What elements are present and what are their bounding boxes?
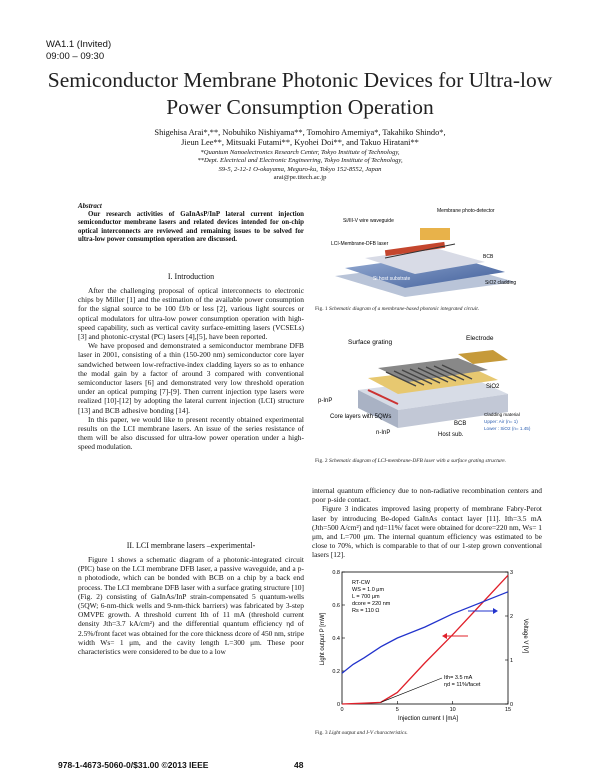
footer-isbn: 978-1-4673-5060-0/$31.00 ©2013 IEEE: [58, 760, 209, 770]
fig3-xtick-label: 15: [504, 707, 512, 713]
fig2-label-upper: Upper: Air (n= 1): [484, 419, 518, 424]
fig1-label-laser: LCI-Membrane-DFB laser: [331, 241, 389, 247]
fig3-legend-1: WS = 1.0 μm: [352, 587, 385, 593]
session-time: 09:00 – 09:30: [46, 51, 105, 62]
right-column-text: [312, 486, 542, 560]
fig3-arrowhead-voltage: [493, 608, 498, 614]
fig2-label-bcb: BCB: [454, 421, 467, 427]
fig3-caption-text: Light output and I-V characteristics.: [328, 730, 408, 736]
section-2-body: [78, 555, 304, 656]
authors-line-2: Jieun Lee**, Mitsuaki Futami**, Kyohei Doi**, and Takuo Hiratani**: [181, 138, 419, 148]
fig2-label-ninp: n-InP: [376, 430, 391, 436]
session-code: WA1.1 (Invited): [46, 39, 112, 50]
section-1-para-3: In this paper, we would like to present recently obtained experimental results on the LCI membrane lasers. An issue of the series resistance of them will be also discussed for ultra-low power operation under a high-speed modulation.: [78, 414, 304, 452]
fig1-label-sio2: SiO2 cladding: [485, 280, 517, 286]
right-col-para-2: Figure 3 indicates improved lasing property of membrane Fabry-Perot laser by introducing Be-doped GaInAs contact layer [11]. Ith=3.5 mA (Jth=500 A/cm²) and ηd=11%/ facet were obtained for dcore=220 nm, Ws= 1 μm, and L=700 μm. The internal quantum efficiency was estimated to be close to 70%, which is comparable to that of our 1-step grown conventional lasers [12].: [312, 504, 542, 560]
fig3-legend-0: RT-CW: [352, 580, 370, 586]
fig2-label-grating: Surface grating: [348, 339, 393, 346]
fig3-y2tick-label: 2: [510, 614, 514, 620]
affiliation-1: *Quantum Nanoelectronics Research Center, Tokyo Institute of Technology,: [200, 149, 400, 156]
section-1-heading: I. Introduction: [167, 272, 215, 281]
footer-page-number: 48: [294, 760, 304, 770]
fig3-note-etad: ηd = 11%/facet: [444, 682, 481, 688]
fig3-arrowhead-light: [442, 633, 447, 639]
fig3-ytick-label: 0.4: [332, 636, 340, 642]
section-1-body: [78, 286, 304, 452]
fig2-label-pinp: p-InP: [318, 398, 333, 404]
section-2-heading: II. LCI membrane lasers –experimental-: [126, 541, 256, 550]
fig1-label-pd: Membrane photo-detector: [437, 208, 495, 214]
fig3-legend: [352, 580, 391, 614]
photodetector-shape: [420, 228, 450, 240]
fig1-label-bcb: BCB: [483, 254, 494, 260]
fig3-legend-3: dcore = 220 nm: [352, 601, 391, 607]
abstract: [78, 203, 304, 244]
section-1-para-2: We have proposed and demonstrated a semiconductor membrane DFB laser in 2001, consisting of a thin (150-200 nm) semiconductor core layer sandwiched between low-refractive-index cladding layers so as to enhance the modal gain by a factor of around 3 compared with conventional semiconductor lasers [6] and demonstrated very low threshold operation under an optical pumping [7]-[9]. Then current injection type lasers were realized [10]-[12] by adopting the lateral current injection (LCI) structure [13] and BCB adhesive bonding [14].: [78, 341, 304, 415]
figure-2-caption: [315, 458, 540, 465]
affiliation-address: S9-5, 2-12-1 O-okayama, Meguro-ku, Tokyo 152-8552, Japan: [218, 165, 382, 173]
fig1-label-wg: Si/III-V wire waveguide: [343, 218, 394, 224]
affiliations: [90, 149, 510, 182]
fig1-caption-text: Schematic diagram of a membrane-based photonic integrated circuit.: [328, 306, 480, 312]
fig3-xtick-label: 0: [340, 707, 344, 713]
section-2-para-1: Figure 1 shows a schematic diagram of a photonic-integrated circuit (PIC) base on the LCI membrane DFB laser, a passive waveguide, and a p-n photodiode, which can be bonded with BCB on a chip by a back end process. The LCI membrane DFB laser with a surface grating structure [10] (Fig. 2) consisting of GaInAs/InP strain-compensated 5 quantum-wells (5QW; 6-nm-thick wells and 9-nm-thick barriers) was fabricated by 3-step OMVPE growth. A threshold current Ith of 11 mA (threshold current density Jth=3.7 kA/cm²) and the differential quantum efficiency ηd of 2.5%/front facet was obtained for the core thickness dcore of 450 nm, stripe width Ws= 1 μm, and the cavity length L=300 μm. These poor characteristics were considered to be due to a low: [78, 555, 304, 657]
fig3-ylabel: Light output P [mW]: [320, 612, 326, 666]
fig3-ith-pointer: [381, 678, 442, 702]
affiliation-2: **Dept. Electrical and Electronic Engineering, Tokyo Institute of Technology,: [197, 157, 403, 165]
fig2-label-sio2: SiO2: [486, 384, 500, 390]
fig3-ytick-label: 0: [336, 702, 340, 708]
figure-1-caption: [315, 306, 545, 313]
fig3-y2label: Voltage V [V]: [522, 618, 528, 654]
figure-2: [318, 332, 538, 450]
figure-3-caption: [315, 730, 540, 737]
fig3-ytick-label: 0.6: [332, 603, 340, 609]
paper-title: Semiconductor Membrane Photonic Devices for Ultra-low Power Consumption Operation: [47, 68, 553, 119]
authors-line-1: Shigehisa Arai*,**, Nobuhiko Nishiyama**, Tomohiro Amemiya*, Takahiko Shindo*,: [154, 128, 446, 137]
right-col-para-1: internal quantum efficiency due to non-radiative recombination centers and poor p-side contact.: [312, 486, 542, 505]
section-1-para-1: After the challenging proposal of optical interconnects to electronic chips by Miller [1] and the estimation of the available power consumption for the signal source to be 100 fJ/b or less [2], various light sources or optical modulators for ultra-low power consumption operation with high-speed capability, such as vertical cavity surface-emitting lasers (VCSELs) [3] and photonic-crystal (PC) lasers [4],[5], have been reported.: [78, 286, 304, 342]
email: arai@pe.titech.ac.jp: [273, 173, 327, 181]
fig2-label-clad: Cladding material: [484, 412, 520, 417]
fig3-y2tick-label: 3: [510, 570, 514, 576]
fig3-legend-4: Rs = 110 Ω: [352, 608, 380, 614]
fig2-caption-num: Fig. 2: [315, 458, 328, 464]
fig3-note-ith: Ith= 3.5 mA: [444, 675, 473, 681]
fig2-label-lower: Lower : SiO2 (n= 1.45): [484, 426, 531, 431]
fig3-legend-2: L = 700 μm: [352, 594, 380, 600]
authors: [70, 128, 530, 149]
fig2-label-host: Host sub.: [438, 432, 464, 438]
fig3-ytick-label: 0.8: [332, 570, 340, 576]
fig2-caption-text: Schematic diagram of LCI-membrane-DFB laser with a surface grating structure.: [328, 458, 507, 464]
figure-3-chart: [318, 566, 530, 726]
fig2-label-core: Core layers with 5QWs: [330, 414, 392, 420]
fig3-xtick-label: 5: [395, 707, 399, 713]
figure-1: [325, 198, 525, 300]
fig3-ytick-label: 0.2: [332, 669, 340, 675]
fig3-caption-num: Fig. 3: [315, 730, 328, 736]
fig1-caption-num: Fig. 1: [315, 306, 328, 312]
fig3-xlabel: Injection current I [mA]: [397, 716, 459, 722]
session-header: [46, 39, 111, 63]
abstract-body: Our research activities of GaInAsP/InP lateral current injection semiconductor membrane lasers and related devices intended for on-chip optical interconnects are reviewed and remaining issues to be solved for ultra-low power consumption operation are discussed.: [78, 211, 304, 243]
fig2-label-electrode: Electrode: [466, 335, 494, 342]
fig3-y2tick-label: 0: [510, 702, 514, 708]
fig1-label-si: Si host substrate: [373, 276, 411, 282]
fig3-y2tick-label: 1: [510, 658, 514, 664]
abstract-heading: Abstract: [78, 203, 102, 210]
fig3-xtick-label: 10: [449, 707, 456, 713]
